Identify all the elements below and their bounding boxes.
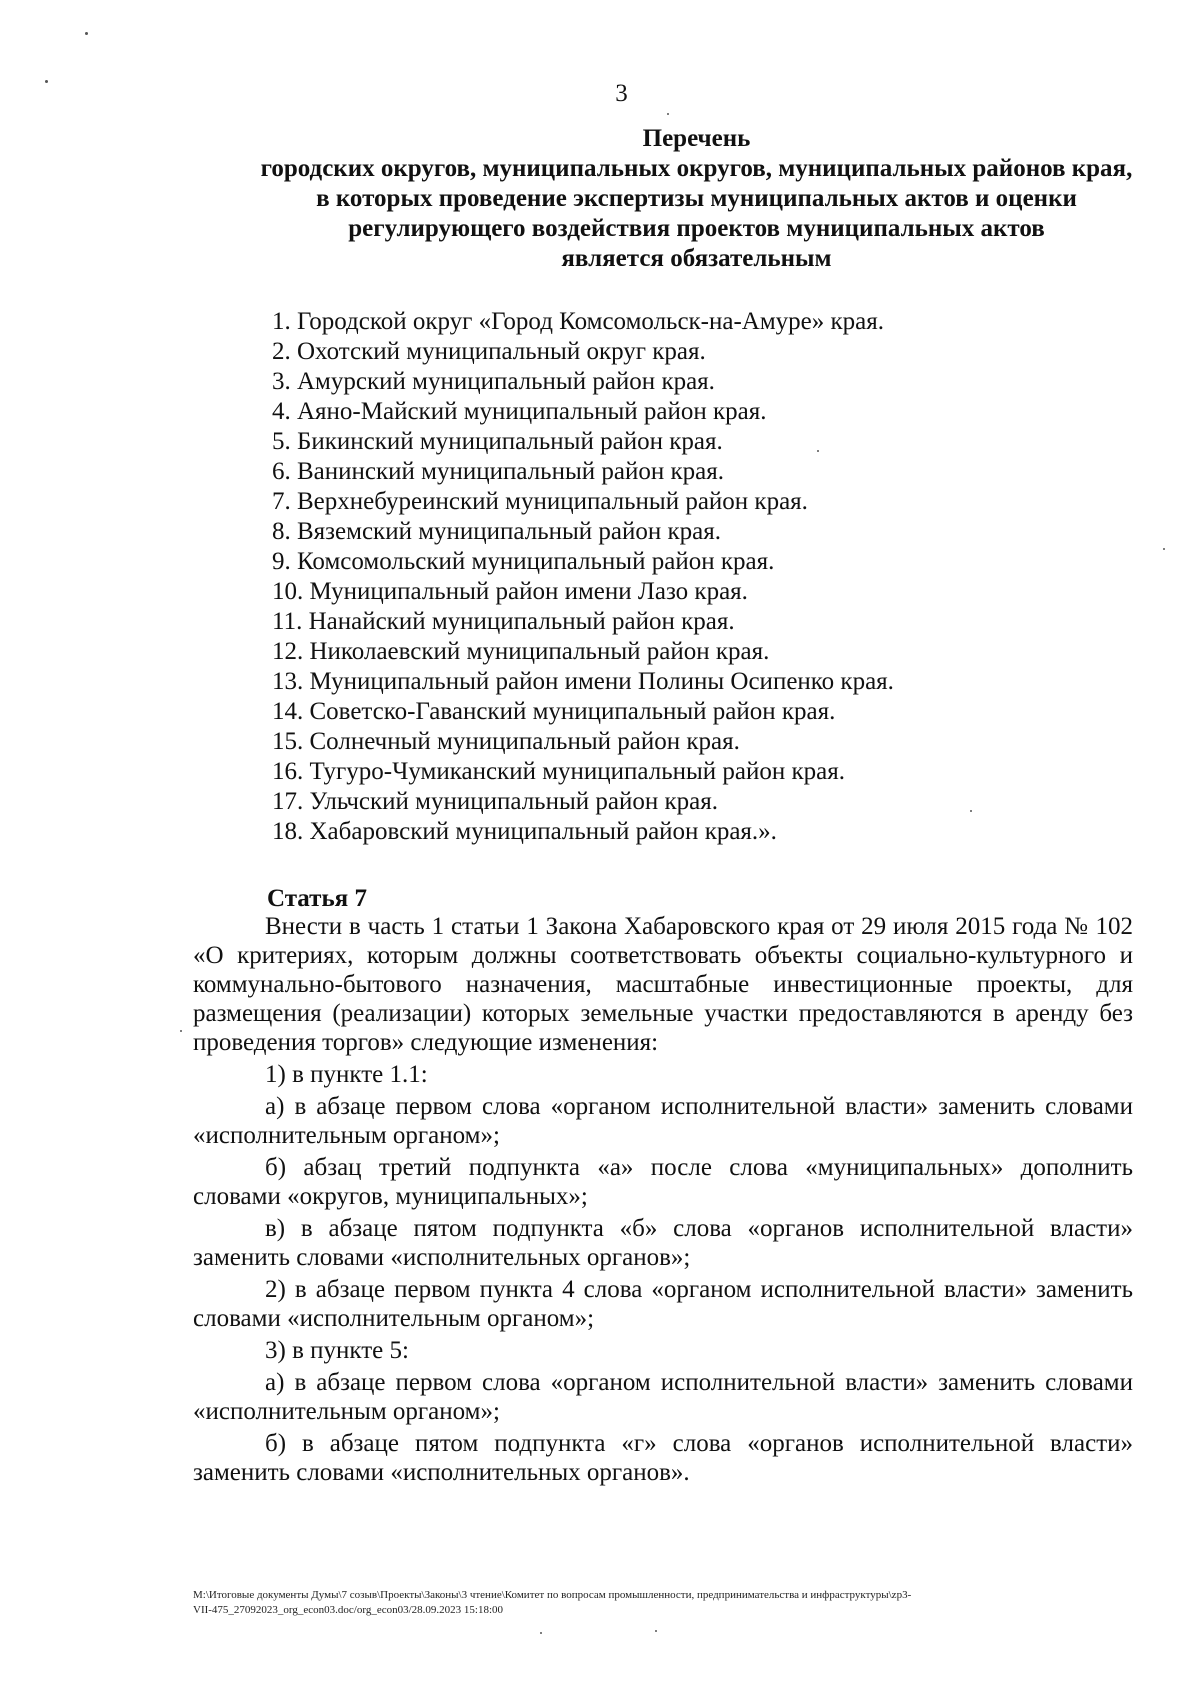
- article-item-2: 2) в абзаце первом пункта 4 слова «органом исполнительной власти» заменить словами «исполнительным органом»;: [193, 1276, 1133, 1332]
- list-item: 9. Комсомольский муниципальный район края.: [272, 548, 775, 575]
- article-item-1a: а) в абзаце первом слова «органом исполнительной власти» заменить словами «исполнительным органом»;: [193, 1093, 1133, 1149]
- article-item-3a: а) в абзаце первом слова «органом исполнительной власти» заменить словами «исполнительным органом»;: [193, 1369, 1133, 1425]
- article-item-3: 3) в пункте 5:: [265, 1337, 409, 1364]
- list-item: 15. Солнечный муниципальный район края.: [272, 728, 740, 755]
- list-item: 5. Бикинский муниципальный район края.: [272, 428, 723, 455]
- heading-line-1: Перечень: [642, 125, 751, 152]
- list-item: 1. Городской округ «Город Комсомольск-на-Амуре» края.: [272, 308, 885, 335]
- article-item-1b: б) абзац третий подпункта «а» после слова «муниципальных» дополнить словами «округов, муниципальных»;: [193, 1154, 1133, 1210]
- scan-speck: [1163, 548, 1165, 550]
- article-intro: Внести в часть 1 статьи 1 Закона Хабаровского края от 29 июля 2015 года № 102 «О критериях, которым должны соответствовать объекты социально-культурного и коммунально-бытового назначения, масштабные инвестиционные проекты, для размещения (реализации) которых земельные участки предоставляются в аренду без проведения торгов» следующие изменения:: [193, 913, 1133, 1056]
- list-item: 12. Николаевский муниципальный район края.: [272, 638, 770, 665]
- article-item-3b: б) в абзаце пятом подпункта «г» слова «органов исполнительной власти» заменить словами «исполнительных органов».: [193, 1430, 1133, 1486]
- heading-line-2: городских округов, муниципальных округов, муниципальных районов края,: [260, 155, 1133, 182]
- list-item: 3. Амурский муниципальный район края.: [272, 368, 715, 395]
- article-item-1: 1) в пункте 1.1:: [265, 1061, 428, 1088]
- article-body: [193, 912, 1133, 1487]
- page-number: 3: [615, 80, 628, 107]
- list-heading: [150, 124, 1200, 274]
- scan-speck: [45, 80, 48, 83]
- list-item: 6. Ванинский муниципальный район края.: [272, 458, 724, 485]
- scan-speck: [540, 1632, 542, 1634]
- list-item: 17. Ульчский муниципальный район края.: [272, 788, 718, 815]
- scan-speck: [667, 113, 669, 115]
- file-path-footer: [193, 1588, 1143, 1618]
- heading-line-3: в которых проведение экспертизы муниципальных актов и оценки: [316, 185, 1077, 212]
- scan-speck: [970, 810, 972, 812]
- list-item: 13. Муниципальный район имени Полины Осипенко края.: [272, 668, 894, 695]
- footer-line-1: М:\Итоговые документы Думы\7 созыв\Проекты\Законы\3 чтение\Комитет по вопросам промышленности, предпринимательства и инфраструктуры\zp3-: [193, 1589, 912, 1601]
- list-item: 4. Аяно-Майский муниципальный район края.: [272, 398, 767, 425]
- scan-speck: [180, 1030, 182, 1032]
- list-item: 14. Советско-Гаванский муниципальный район края.: [272, 698, 836, 725]
- list-item: 18. Хабаровский муниципальный район края.».: [272, 818, 777, 845]
- list-item: 11. Нанайский муниципальный район края.: [272, 608, 735, 635]
- list-item: 2. Охотский муниципальный округ края.: [272, 338, 706, 365]
- scan-speck: [817, 450, 819, 452]
- heading-line-5: является обязательным: [561, 245, 832, 272]
- list-item: 16. Тугуро-Чумиканский муниципальный район края.: [272, 758, 846, 785]
- list-item: 7. Верхнебуреинский муниципальный район края.: [272, 488, 808, 515]
- heading-line-4: регулирующего воздействия проектов муниципальных актов: [348, 215, 1045, 242]
- list-item: 10. Муниципальный район имени Лазо края.: [272, 578, 748, 605]
- list-item: 8. Вяземский муниципальный район края.: [272, 518, 722, 545]
- footer-line-2: VII-475_27092023_org_econ03.doc/org_econ03/28.09.2023 15:18:00: [193, 1604, 503, 1616]
- article-title: Статья 7: [267, 885, 367, 912]
- districts-list: [272, 307, 1122, 847]
- scan-speck: [85, 32, 88, 35]
- scan-speck: [655, 1630, 657, 1632]
- article-item-1c: в) в абзаце пятом подпункта «б» слова «органов исполнительной власти» заменить словами «исполнительных органов»;: [193, 1215, 1133, 1271]
